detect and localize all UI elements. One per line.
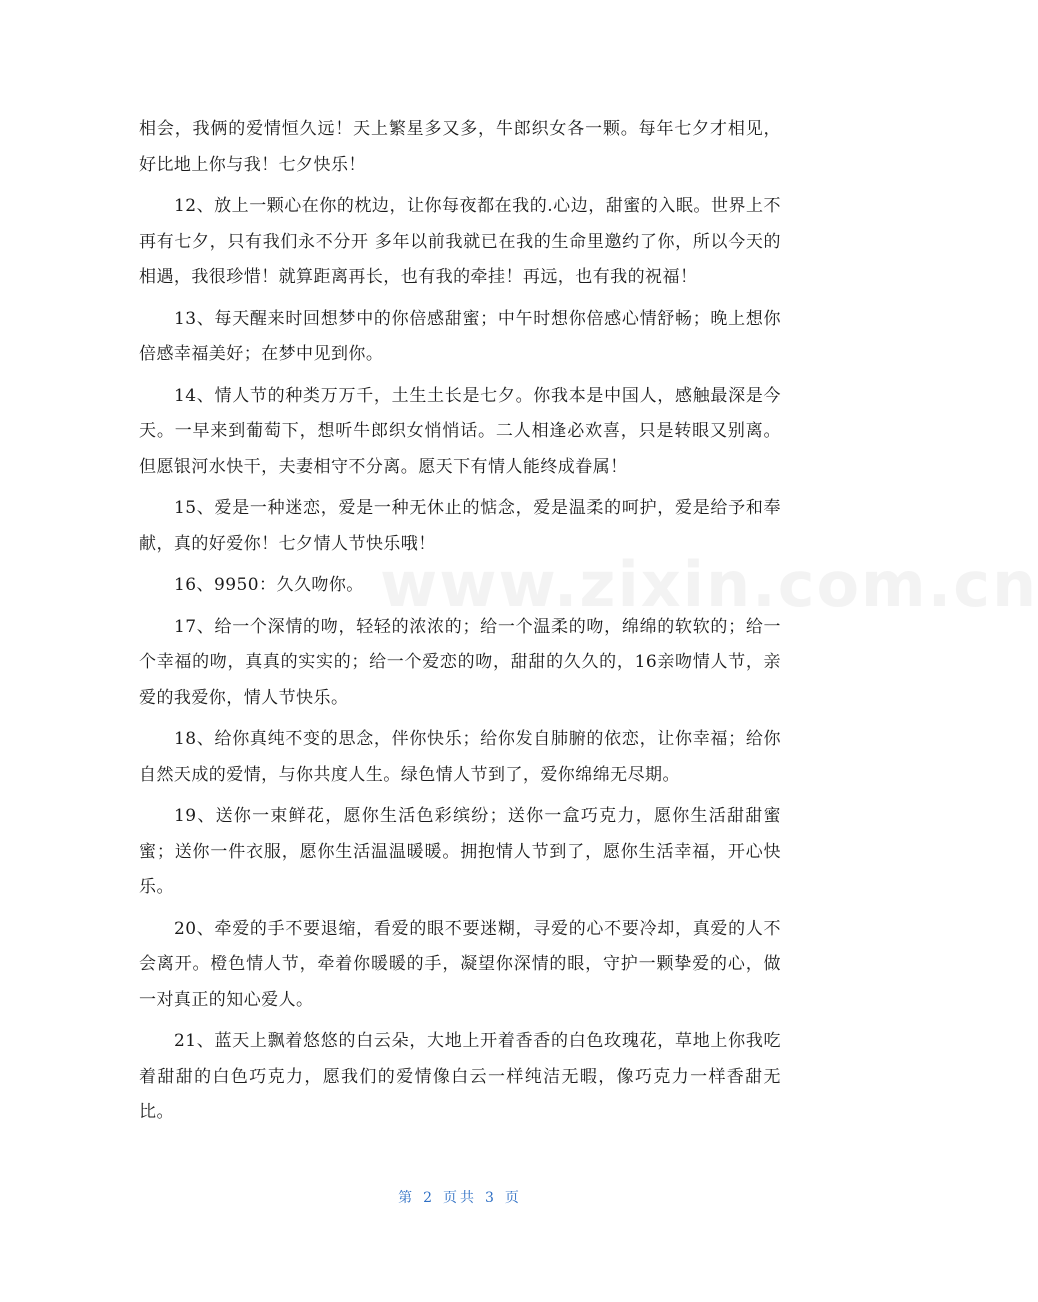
paragraph-17: 17、给一个深情的吻，轻轻的浓浓的；给一个温柔的吻，绵绵的软软的；给一个幸福的吻，真真的实实的；给一个爱恋的吻，甜甜的久久的，16亲吻情人节，亲爱的我爱你，情人节快乐。 xyxy=(139,616,781,708)
footer-middle: 页共 xyxy=(443,1190,477,1206)
page-footer xyxy=(0,1187,920,1207)
paragraph-14: 14、情人节的种类万万千，土生土长是七夕。你我本是中国人，感触最深是今天。一早来到葡萄下，想听牛郎织女悄悄话。二人相逢必欢喜，只是转眼又别离。但愿银河水快干，夫妻相守不分离。愿天下有情人能终成眷属！ xyxy=(139,385,781,477)
watermark: www.zixin.com.cn xyxy=(380,548,1038,621)
paragraph-12: 12、放上一颗心在你的枕边，让你每夜都在我的.心边，甜蜜的入眠。世界上不再有七夕，只有我们永不分开 多年以前我就已在我的生命里邀约了你，所以今天的相遇，我很珍惜！就算距离再长，也有我的牵挂！再远，也有我的祝福！ xyxy=(139,196,781,287)
paragraph-15: 15、爱是一种迷恋，爱是一种无休止的惦念，爱是温柔的呵护，爱是给予和奉献，真的好爱你！七夕情人节快乐哦！ xyxy=(139,498,781,554)
footer-total-pages: 3 xyxy=(485,1190,497,1206)
paragraph-20: 20、牵爱的手不要退缩，看爱的眼不要迷糊，寻爱的心不要冷却，真爱的人不会离开。橙色情人节，牵着你暖暖的手，凝望你深情的眼，守护一颗挚爱的心，做一对真正的知心爱人。 xyxy=(139,918,781,1010)
paragraph-21: 21、蓝天上飘着悠悠的白云朵，大地上开着香香的白色玫瑰花，草地上你我吃着甜甜的白色巧克力，愿我们的爱情像白云一样纯洁无暇，像巧克力一样香甜无比。 xyxy=(139,1031,781,1122)
paragraph-18: 18、给你真纯不变的思念，伴你快乐；给你发自肺腑的依恋，让你幸福；给你自然天成的爱情，与你共度人生。绿色情人节到了，爱你绵绵无尽期。 xyxy=(139,729,781,785)
paragraph-19: 19、送你一束鲜花，愿你生活色彩缤纷；送你一盒巧克力，愿你生活甜甜蜜蜜；送你一件衣服，愿你生活温温暖暖。拥抱情人节到了，愿你生活幸福，开心快乐。 xyxy=(139,806,781,897)
paragraph-13: 13、每天醒来时回想梦中的你倍感甜蜜；中午时想你倍感心情舒畅；晚上想你倍感幸福美好；在梦中见到你。 xyxy=(139,308,781,364)
footer-prefix: 第 xyxy=(398,1190,416,1206)
footer-current-page: 2 xyxy=(423,1190,435,1206)
document-body xyxy=(139,112,781,1137)
paragraph-16: 16、9950：久久吻你。 xyxy=(174,575,364,595)
paragraph-continuation: 相会，我俩的爱情恒久远！天上繁星多又多，牛郎织女各一颗。每年七夕才相见，好比地上你与我！七夕快乐！ xyxy=(139,119,781,175)
footer-suffix: 页 xyxy=(504,1190,522,1206)
